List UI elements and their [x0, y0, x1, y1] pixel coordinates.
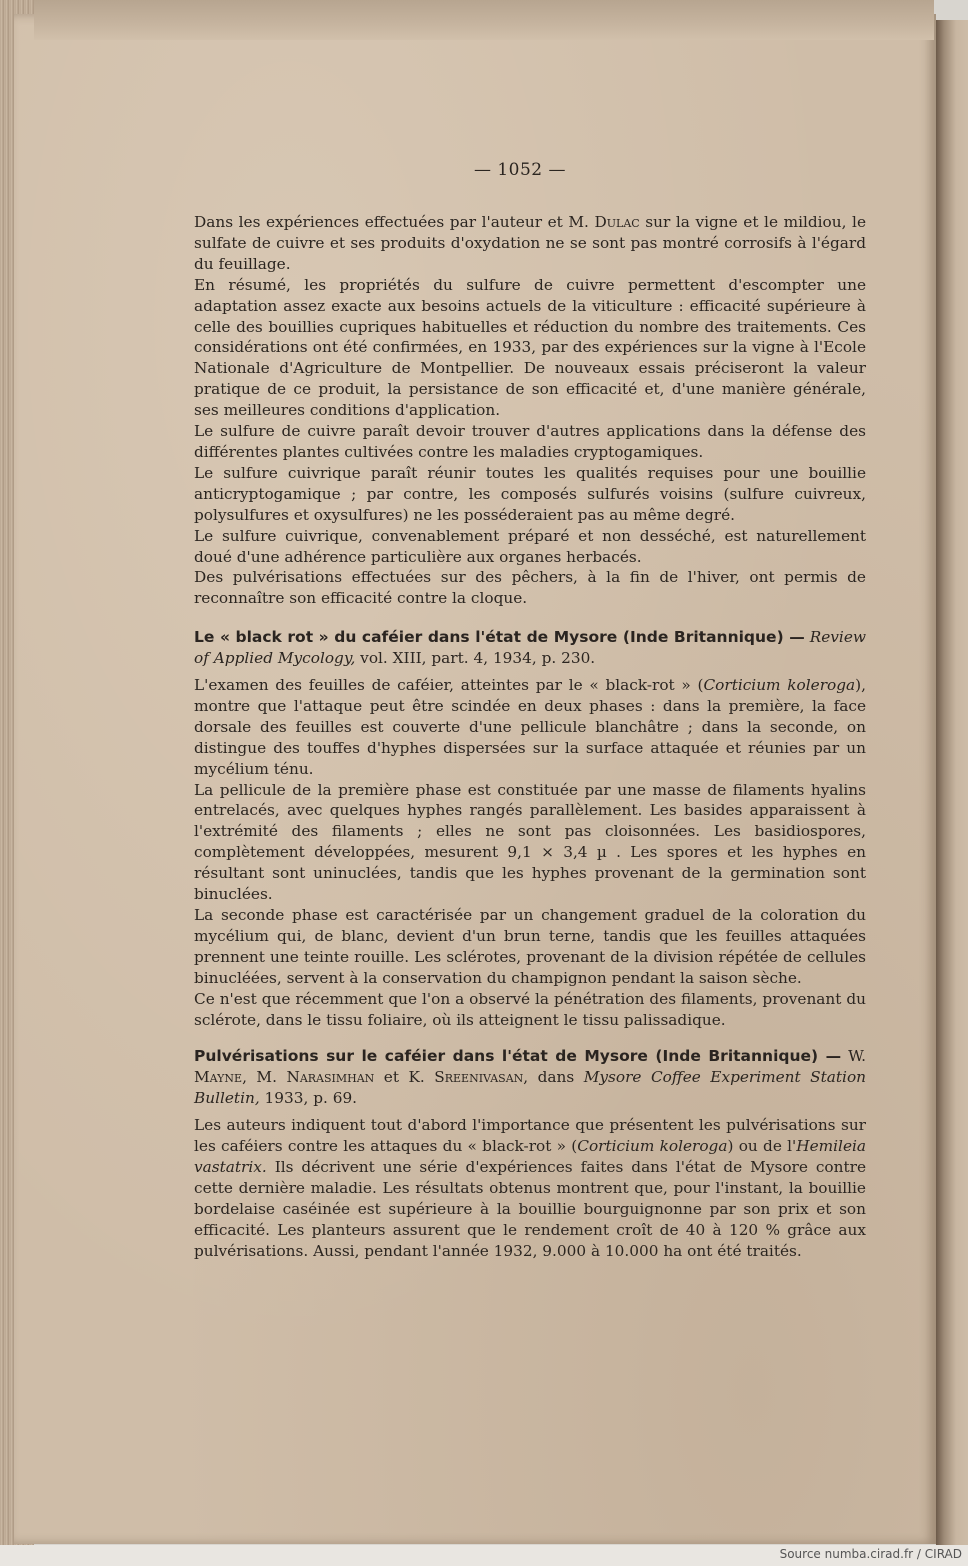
source-credit: Source numba.cirad.fr / CIRAD [779, 1547, 962, 1561]
article-1-paragraph-1: L'examen des feuilles de caféier, atteintes par le « black-rot » (Corticium koleroga), montre que l'attaque peut être scindée en deux phases : dans la première, la face dorsale des feuilles est couverte d'une pellicule blanchâtre ; dans la seconde, on distingue des touffes d'hyphes dispersées sur la surface attaquée et réunies par un mycélium ténu. [194, 676, 866, 778]
article-1-title: Le « black rot » du caféier dans l'état de Mysore (Inde Britannique) — [194, 628, 805, 647]
facing-page-edge [936, 20, 968, 1545]
article-1-header: Le « black rot » du caféier dans l'état de Mysore (Inde Britannique) — Review of Applied Mycology, vol. XIII, part. 4, 1934, p. 230. [194, 628, 866, 668]
paragraph-pechers: Des pulvérisations effectuées sur des pêchers, à la fin de l'hiver, ont permis de reconnaître son efficacité contre la cloque. [194, 568, 866, 608]
paragraph-resume: En résumé, les propriétés du sulfure de cuivre permettent d'escompter une adaptation assez exacte aux besoins actuels de la viticulture : efficacité supérieure à celle des bouillies cupriques habituelles et réduction du nombre des traitements. Ces considérations ont été confirmées, en 1933, par des expériences sur la vigne à l'Ecole Nationale d'Agriculture de Montpellier. De nouveaux essais préciseront la valeur pratique de ce produit, la persistance de son efficacité et, d'une manière générale, ses meilleures conditions d'application. [194, 275, 866, 420]
intro-paragraph: Dans les expériences effectuées par l'auteur et M. Dulac sur la vigne et le mildiou, le sulfate de cuivre et ses produits d'oxydation ne se sont pas montré corrosifs à l'égard du feuillage. [194, 213, 866, 273]
author-narasimhan: Narasimhan [286, 1068, 375, 1087]
article-pulverisations [194, 1046, 866, 1261]
article-2-journal: Mysore Coffee Experiment Station Bulletin, [194, 1068, 867, 1108]
book-top-edge [34, 0, 934, 40]
article-1-paragraph-3: La seconde phase est caractérisée par un changement graduel de la coloration du mycélium qui, de blanc, devient d'un brun terne, tandis que les feuilles attaquées prennent une teinte rouille. Les sclérotes, provenant de la division répétée de cellules binucléées, servent à la conservation du champignon pendant la saison sèche. [194, 906, 866, 987]
article-black-rot [194, 627, 866, 1030]
article-2-header: Pulvérisations sur le caféier dans l'état de Mysore (Inde Britannique) — W. Mayne, M. Narasimhan et K. Sreenivasan, dans Mysore Coffee Experiment Station Bulletin, 1933, p. 69. [194, 1047, 867, 1108]
paragraph-qualites: Le sulfure cuivrique paraît réunir toutes les qualités requises pour une bouillie anticryptogamique ; par contre, les composés sulfurés voisins (sulfure cuivreux, polysulfures et oxysulfures) ne les posséderaient pas au même degré. [194, 463, 866, 524]
article-1-journal: Review of Applied Mycology, [194, 628, 866, 668]
author-name-dulac: Dulac [594, 213, 640, 231]
paragraph-adherence: Le sulfure cuivrique, convenablement préparé et non desséché, est naturellement doué d'une adhérence particulière aux organes herbacés. [194, 526, 866, 566]
article-2-paragraph-1: Les auteurs indiquent tout d'abord l'importance que présentent les pulvérisations sur les caféiers contre les attaques du « black-rot » (Corticium koleroga) ou de l'Hemileia vastatrix. Ils décrivent une série d'expériences faites dans l'état de Mysore contre cette dernière maladie. Les résultats obtenus montrent que, pour l'instant, la bouillie bordelaise caséinée est supérieure à la bouillie bourguignonne par son prix et son efficacité. Les planteurs assurent que le rendement croît de 40 à 120 % grâce aux pulvérisations. Aussi, pendant l'année 1932, 9.000 à 10.000 ha ont été traités. [194, 1116, 867, 1260]
paragraph-applications: Le sulfure de cuivre paraît devoir trouver d'autres applications dans la défense des différentes plantes cultivées contre les maladies cryptogamiques. [194, 422, 866, 461]
author-sreenivasan: Sreenivasan [434, 1068, 524, 1087]
author-mayne: W. Mayne [194, 1047, 866, 1087]
article-1-paragraph-4: Ce n'est que récemment que l'on a observé la pénétration des filaments, provenant du sclérote, dans le tissu foliaire, où ils atteignent le tissu palissadique. [194, 989, 866, 1029]
page-number: — 1052 — [473, 160, 567, 180]
article-1-paragraph-2: La pellicule de la première phase est constituée par une masse de filaments hyalins entrelacés, avec quelques hyphes rangés parallèlement. Les basides apparaissent à l'extrémité des filaments ; elles ne sont pas cloisonnées. Les basidiospores, complètement développées, mesurent 9,1 × 3,4 µ . Les spores et les hyphes en résultant sont uninuclées, tandis que les hyphes provenant de la germination sont binuclées. [194, 780, 866, 904]
page-text [194, 212, 866, 1262]
article-2-title: Pulvérisations sur le caféier dans l'état de Mysore (Inde Britannique) — [194, 1047, 842, 1066]
